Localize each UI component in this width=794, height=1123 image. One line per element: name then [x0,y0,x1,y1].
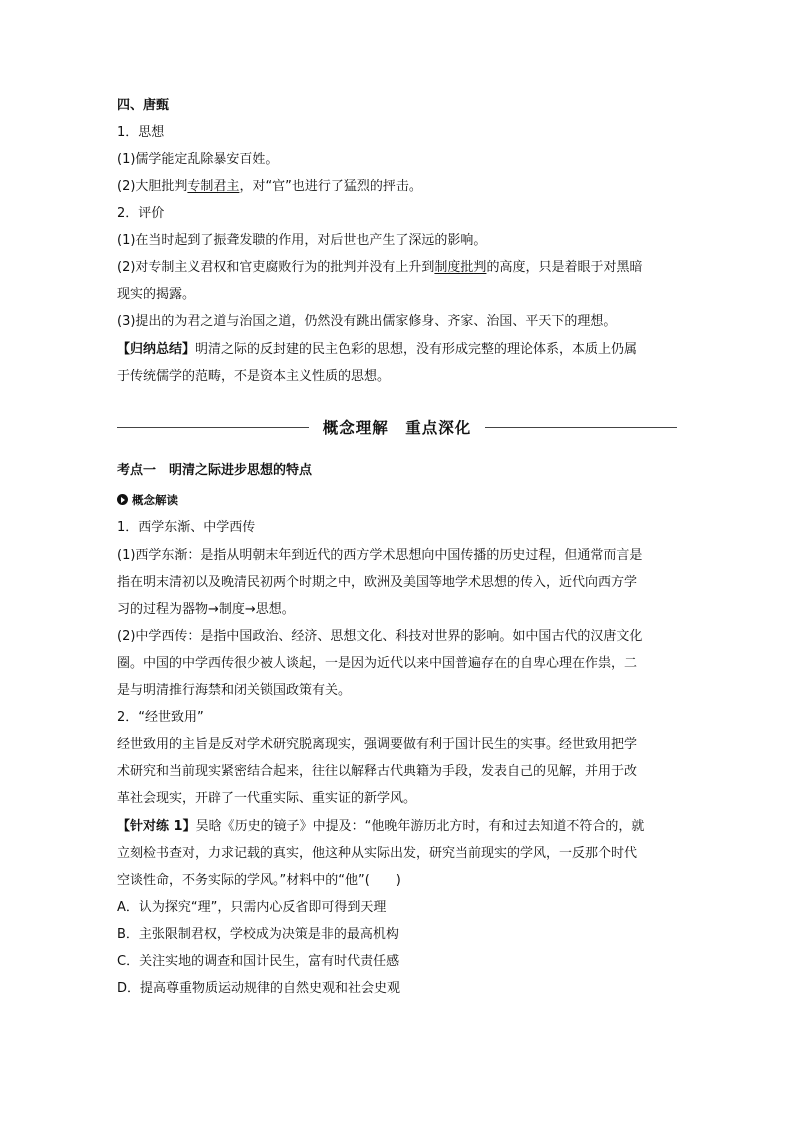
subheading-evaluation: 2．评价 [117,206,165,221]
paragraph: 术研究和当前现实紧密结合起来，往往以解释古代典籍为手段，发表自己的见解，并用于改 [117,764,638,779]
paragraph: 革社会现实，开辟了一代重实际、重实证的新学风。 [117,791,417,806]
paragraph: 圈。中国的中学西传很少被人谈起，一是因为近代以来中国普遍存在的自卑心理在作祟，二 [117,656,638,671]
concept-label-text: 概念解读 [132,493,178,507]
paragraph: (1)在当时起到了振聋发聩的作用，对后世也产生了深远的影响。 [117,233,487,248]
underlined-term: 制度批判 [434,260,487,275]
question-text: 空谈性命，不务实际的学风。”材料中的“他”( ) [117,873,401,888]
concept-label [117,490,178,510]
paragraph: (1)儒学能定乱除暴安百姓。 [117,152,279,167]
question-text: 吴晗《历史的镜子》中提及：“他晚年游历北方时，有和过去知道不符合的，就 [195,819,645,834]
paragraph: 经世致用的主旨是反对学术研究脱离现实，强调要做有利于国计民生的实事。经世致用把学 [117,737,638,752]
subheading: 2．“经世致用” [117,710,204,725]
subheading: 1．西学东渐、中学西传 [117,520,256,535]
part-heading: 四、唐甄 [117,98,170,113]
underlined-term: 专制君主 [187,179,240,194]
paragraph: 习的过程为器物→制度→思想。 [117,602,295,617]
summary-text: 明清之际的反封建的民主色彩的思想，没有形成完整的理论体系，本质上仍属 [195,342,638,357]
exercise-tag: 【针对练 1】 [117,819,196,834]
summary [117,340,637,360]
text-span: (2)大胆批判 [117,179,188,194]
text-span: 的高度，只是着眼于对黑暗 [486,260,643,275]
paragraph [117,177,422,197]
paragraph: (3)提出的为君之道与治国之道，仍然没有跳出儒家修身、齐家、治国、平天下的理想。 [117,314,617,329]
section-title: 概念理解 重点深化 [322,419,472,437]
section-divider [117,416,677,438]
paragraph [117,258,642,278]
paragraph: 现实的揭露。 [117,287,196,302]
answer-option: C．关注实地的调查和国计民生，富有时代责任感 [117,954,400,969]
subheading-thought: 1．思想 [117,125,165,140]
paragraph: (1)西学东渐：是指从明朝末年到近代的西方学术思想向中国传播的历史过程，但通常而言是 [117,548,643,563]
divider-rule-right [485,427,677,428]
text-span: ，对“官”也进行了猛烈的抨击。 [239,179,422,194]
answer-option: D．提高尊重物质运动规律的自然史观和社会史观 [117,981,401,996]
play-icon [117,494,128,505]
divider-rule-left [117,427,309,428]
paragraph: (2)中学西传：是指中国政治、经济、思想文化、科技对世界的影响。如中国古代的汉唐文化 [117,629,643,644]
text-span: (2)对专制主义君权和官吏腐败行为的批判并没有上升到 [117,260,435,275]
paragraph: 是与明清推行海禁和闭关锁国政策有关。 [117,683,352,698]
exercise-question [117,817,644,837]
question-text: 立刻检书查对，力求记载的真实，他这种从实际出发，研究当前现实的学风，一反那个时代 [117,846,638,861]
kaodian-title: 考点一 明清之际进步思想的特点 [117,463,313,478]
answer-option: B．主张限制君权，学校成为决策是非的最高机构 [117,927,399,942]
answer-option: A．认为探究“理”，只需内心反省即可得到天理 [117,900,387,915]
summary-tag: 【归纳总结】 [117,342,196,357]
paragraph: 指在明末清初以及晚清民初两个时期之中，欧洲及美国等地学术思想的传入，近代向西方学 [117,575,638,590]
summary: 于传统儒学的范畴，不是资本主义性质的思想。 [117,369,391,384]
